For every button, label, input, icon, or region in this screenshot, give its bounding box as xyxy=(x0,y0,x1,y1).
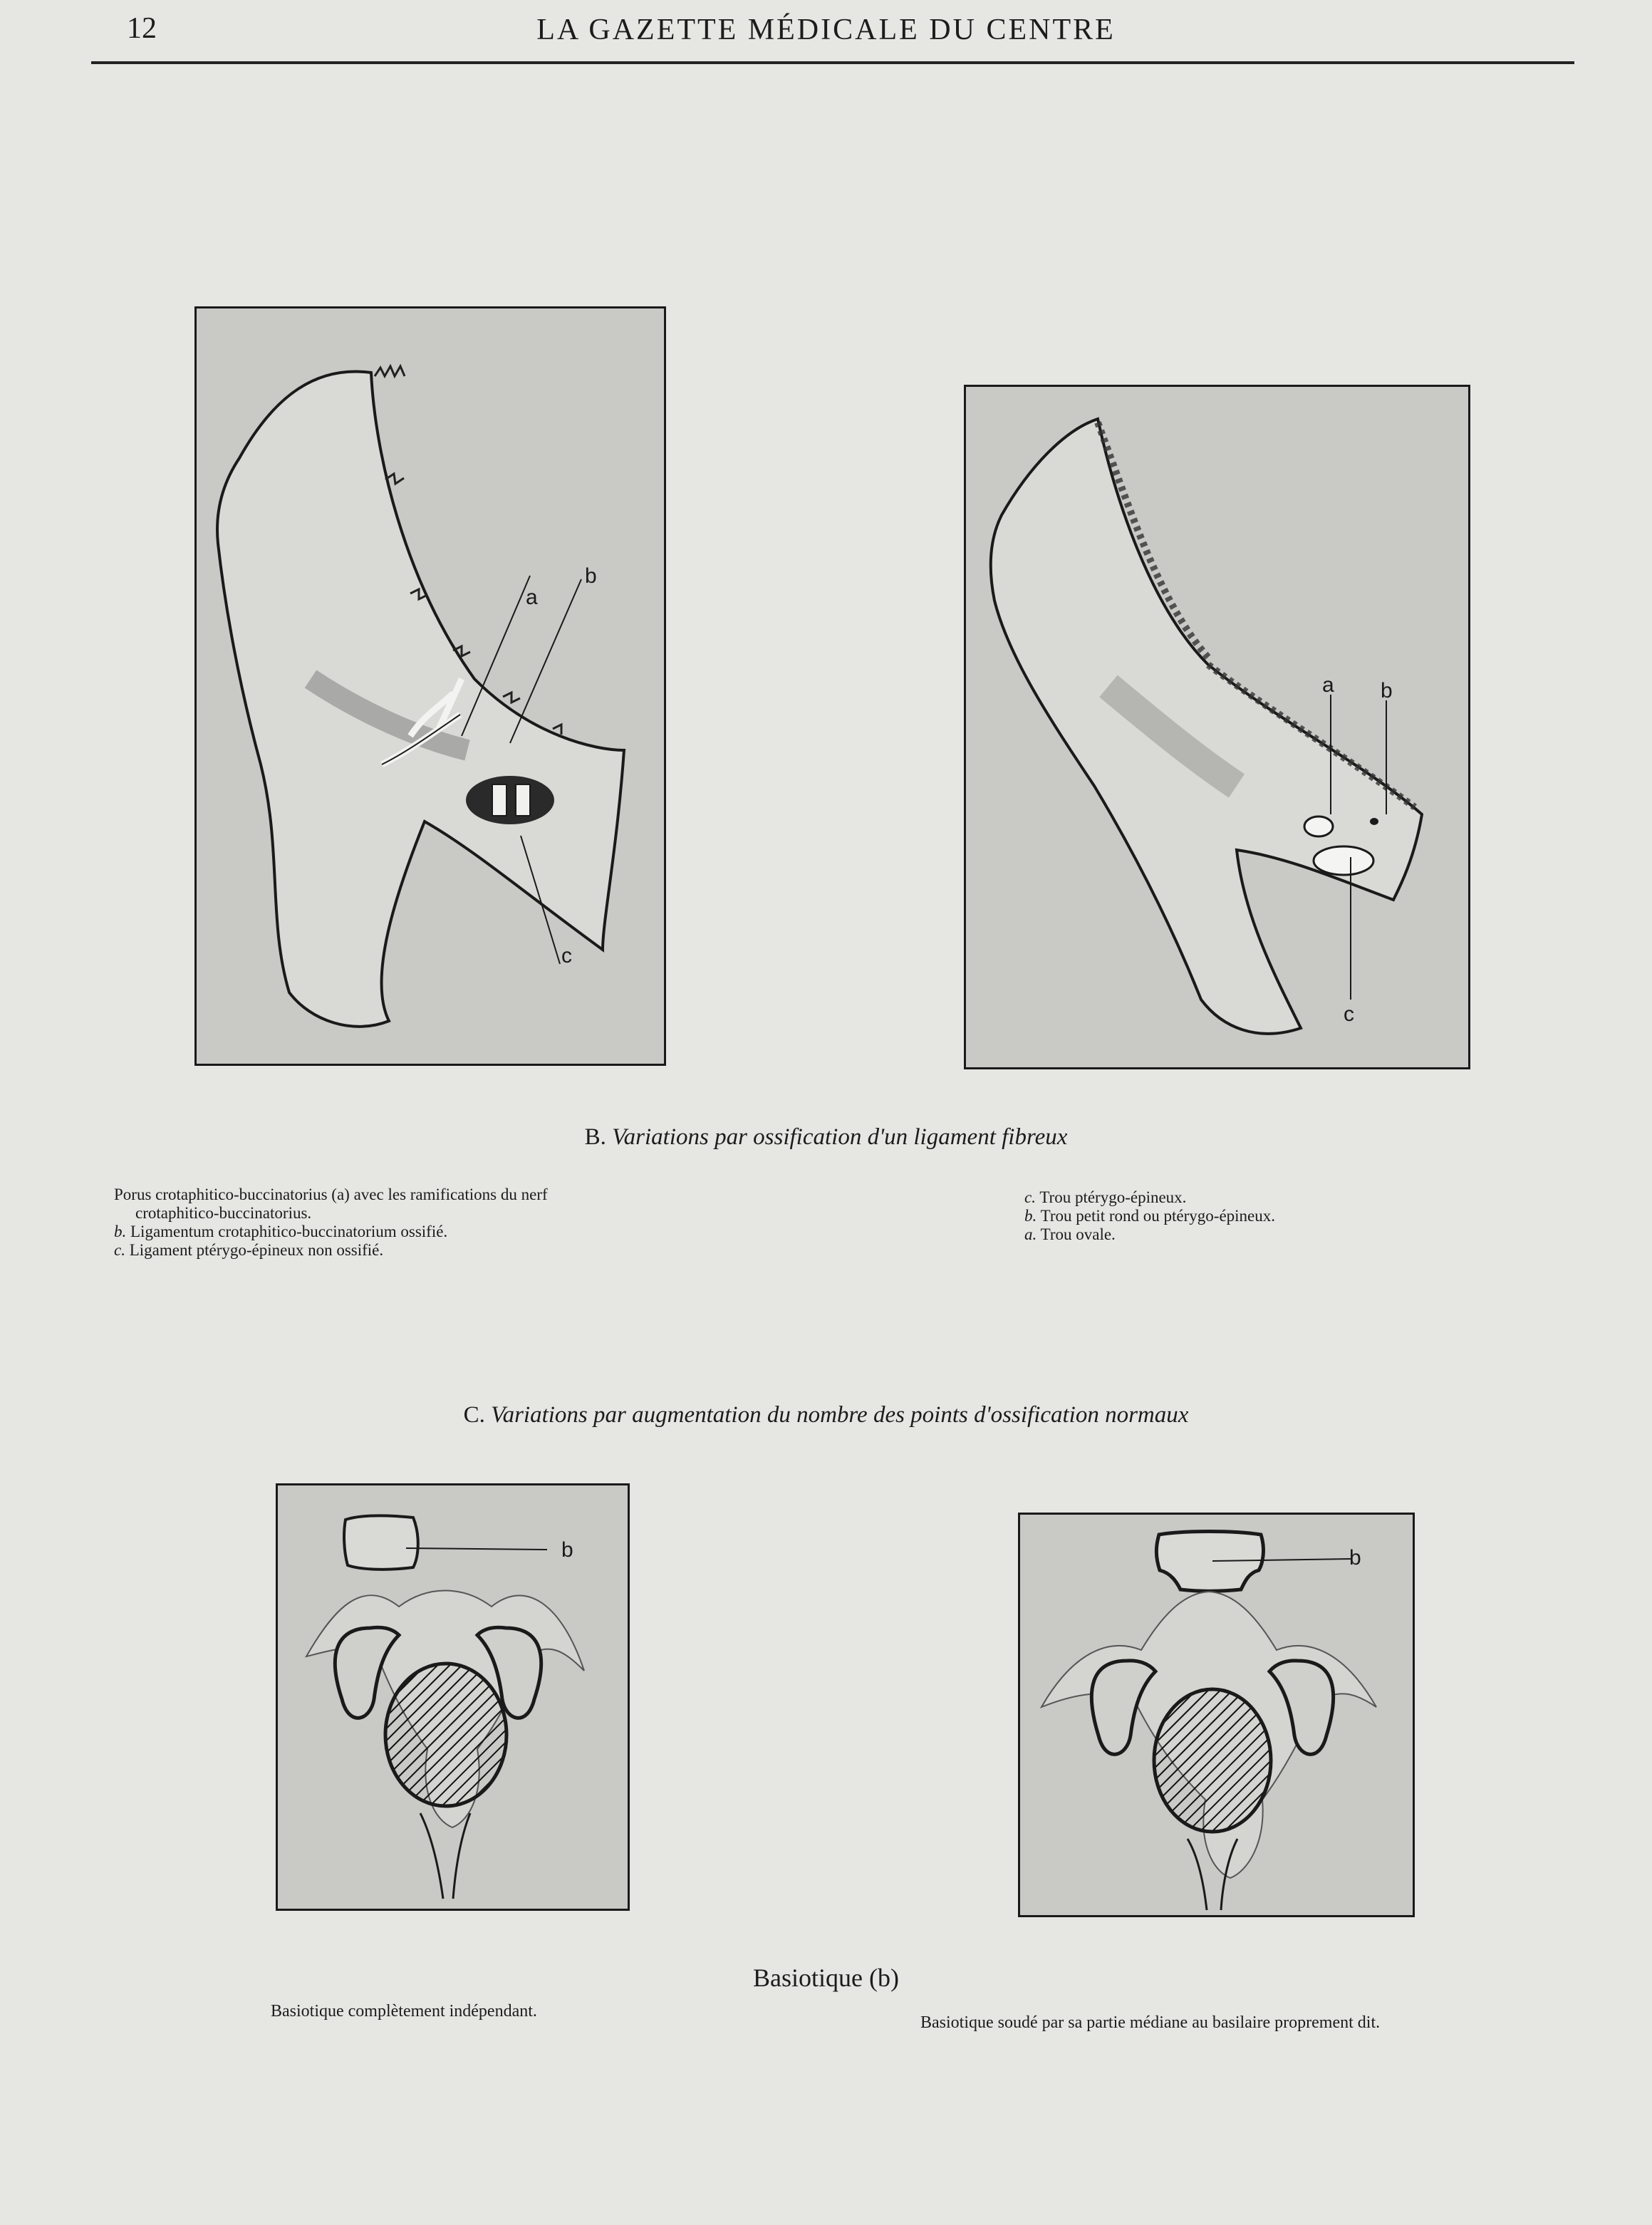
legend-left xyxy=(114,1186,548,1260)
section-c-title xyxy=(0,1402,1652,1428)
legend-left-item: b. Ligamentum crotaphitico-buccinatorium ossifié. xyxy=(114,1223,448,1240)
sphenoid-wing-left-drawing xyxy=(197,308,664,1064)
basiotique-caption: Basiotique (b) xyxy=(753,1964,899,1992)
legend-right-item: c. Trou ptérygo-épineux. xyxy=(1024,1188,1187,1206)
figure-b-right xyxy=(964,385,1470,1069)
running-head: LA GAZETTE MÉDICALE DU CENTRE xyxy=(536,14,1116,46)
label-b: b xyxy=(1381,679,1393,702)
sphenoid-wing-right-drawing xyxy=(966,387,1468,1067)
page-number: 12 xyxy=(127,12,157,45)
section-b-title xyxy=(0,1124,1652,1151)
label-b: b xyxy=(561,1538,573,1562)
caption-right: Basiotique soudé par sa partie médiane au basilaire proprement dit. xyxy=(920,2013,1381,2032)
legend-left-item: c. Ligament ptérygo-épineux non ossifié. xyxy=(114,1241,384,1259)
section-b-title-text: Variations par ossification d'un ligament fibreux xyxy=(612,1124,1068,1150)
legend-right xyxy=(1024,1188,1275,1244)
label-b: b xyxy=(585,564,597,588)
label-b: b xyxy=(1349,1546,1361,1570)
section-c-letter: C. xyxy=(463,1402,485,1428)
legend-left-item: crotaphitico-buccinatorius. xyxy=(135,1204,312,1222)
figure-c-right xyxy=(1018,1513,1415,1917)
figure-c-left xyxy=(276,1483,630,1911)
header-rule xyxy=(91,61,1574,64)
section-b-letter: B. xyxy=(584,1124,606,1150)
label-a: a xyxy=(1322,673,1334,697)
legend-left-item: Porus crotaphitico-buccinatorius (a) avec les ramifications du nerf xyxy=(114,1186,548,1203)
label-c: c xyxy=(561,944,572,968)
figure-b-left xyxy=(194,306,666,1066)
legend-right-item: a. Trou ovale. xyxy=(1024,1225,1116,1243)
occipital-right-drawing xyxy=(1020,1515,1413,1915)
occipital-left-drawing xyxy=(278,1485,628,1909)
caption-left: Basiotique complètement indépendant. xyxy=(271,2002,537,2021)
legend-right-item: b. Trou petit rond ou ptérygo-épineux. xyxy=(1024,1207,1276,1225)
label-c: c xyxy=(1344,1002,1354,1026)
label-a: a xyxy=(526,586,538,609)
section-c-title-text: Variations par augmentation du nombre des points d'ossification normaux xyxy=(491,1402,1189,1428)
